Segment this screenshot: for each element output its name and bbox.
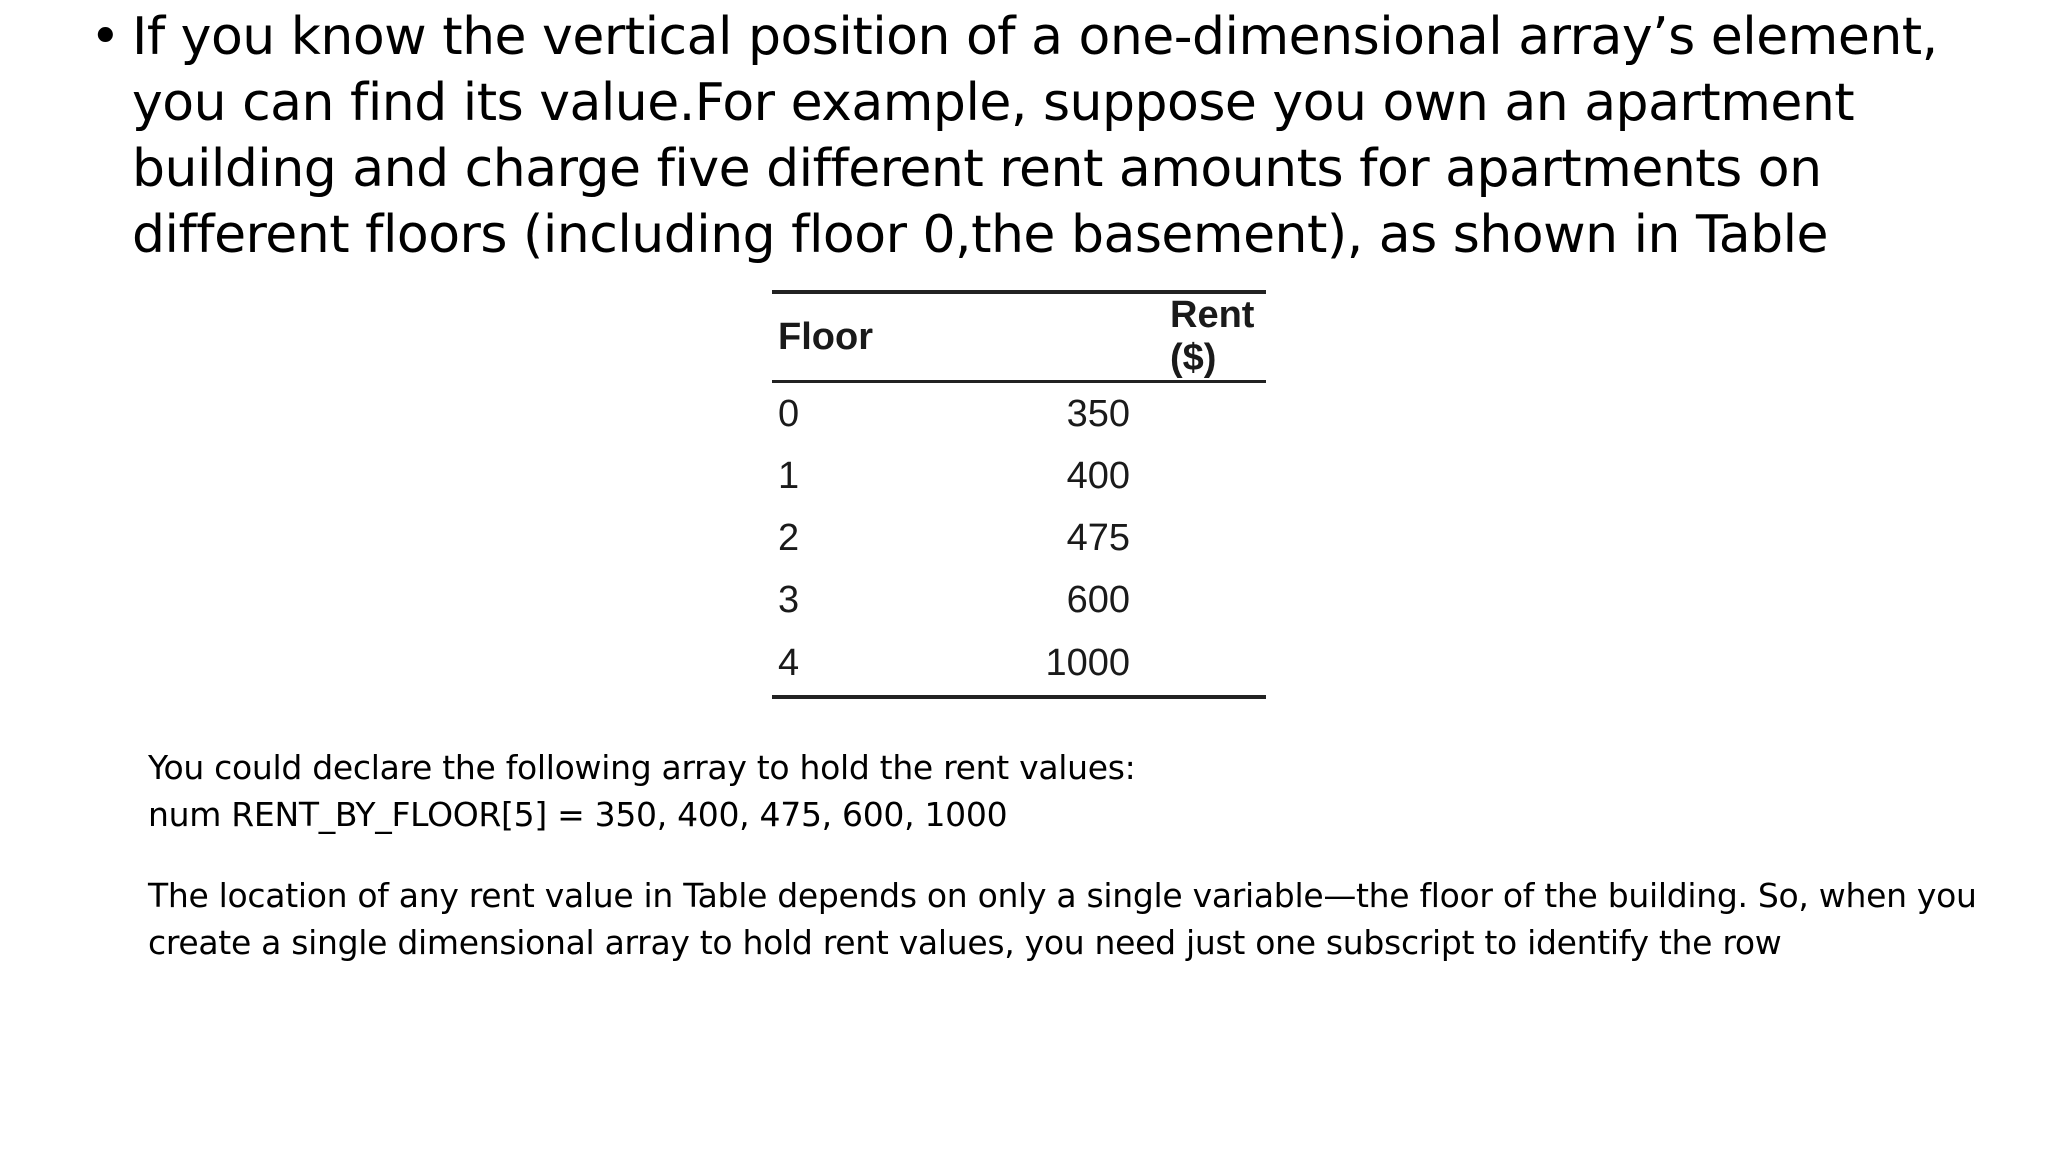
header-rent: Rent ($) (918, 292, 1266, 382)
bullet-line: building and charge five different rent amounts for apartments on (132, 139, 1822, 199)
table-header-row (772, 292, 1266, 382)
bullet-line: you can find its value.For example, suppose you own an apartment (132, 73, 1855, 133)
table-row (772, 569, 1266, 631)
table-row (772, 445, 1266, 507)
floor-cell: 3 (778, 578, 800, 621)
table-row (772, 631, 1266, 697)
array-declaration-paragraph (148, 744, 2008, 838)
code-line: num RENT_BY_FLOOR[5] = 350, 400, 475, 600, 1000 (148, 795, 1008, 834)
floor-cell: 2 (778, 516, 800, 559)
table-row (772, 507, 1266, 569)
rent-cell: 475 (1066, 516, 1130, 559)
bullet-text (132, 4, 1952, 268)
bullet-line: different floors (including floor 0,the basement), as shown in Table (132, 205, 1829, 265)
bullet-line: If you know the vertical position of a one-dimensional array’s element, (132, 7, 1938, 67)
floor-cell: 4 (772, 631, 918, 697)
bullet-dot-icon: • (90, 7, 121, 67)
paragraph-line: create a single dimensional array to hold rent values, you need just one subscript to identify the row (148, 923, 1782, 962)
table-row (772, 382, 1266, 446)
floor-cell: 0 (778, 392, 800, 435)
floor-cell: 1 (778, 454, 800, 497)
rent-table (772, 290, 1266, 699)
rent-cell: 400 (1066, 454, 1130, 497)
explanation-paragraph (148, 872, 2008, 966)
rent-cell: 350 (1066, 392, 1130, 435)
paragraph-line: The location of any rent value in Table depends on only a single variable—the floor of the building. So, when you (148, 876, 1977, 915)
rent-cell: 1000 (918, 631, 1266, 697)
rent-cell: 600 (1066, 578, 1130, 621)
paragraph-line: You could declare the following array to hold the rent values: (148, 748, 1136, 787)
header-floor: Floor (772, 292, 918, 382)
